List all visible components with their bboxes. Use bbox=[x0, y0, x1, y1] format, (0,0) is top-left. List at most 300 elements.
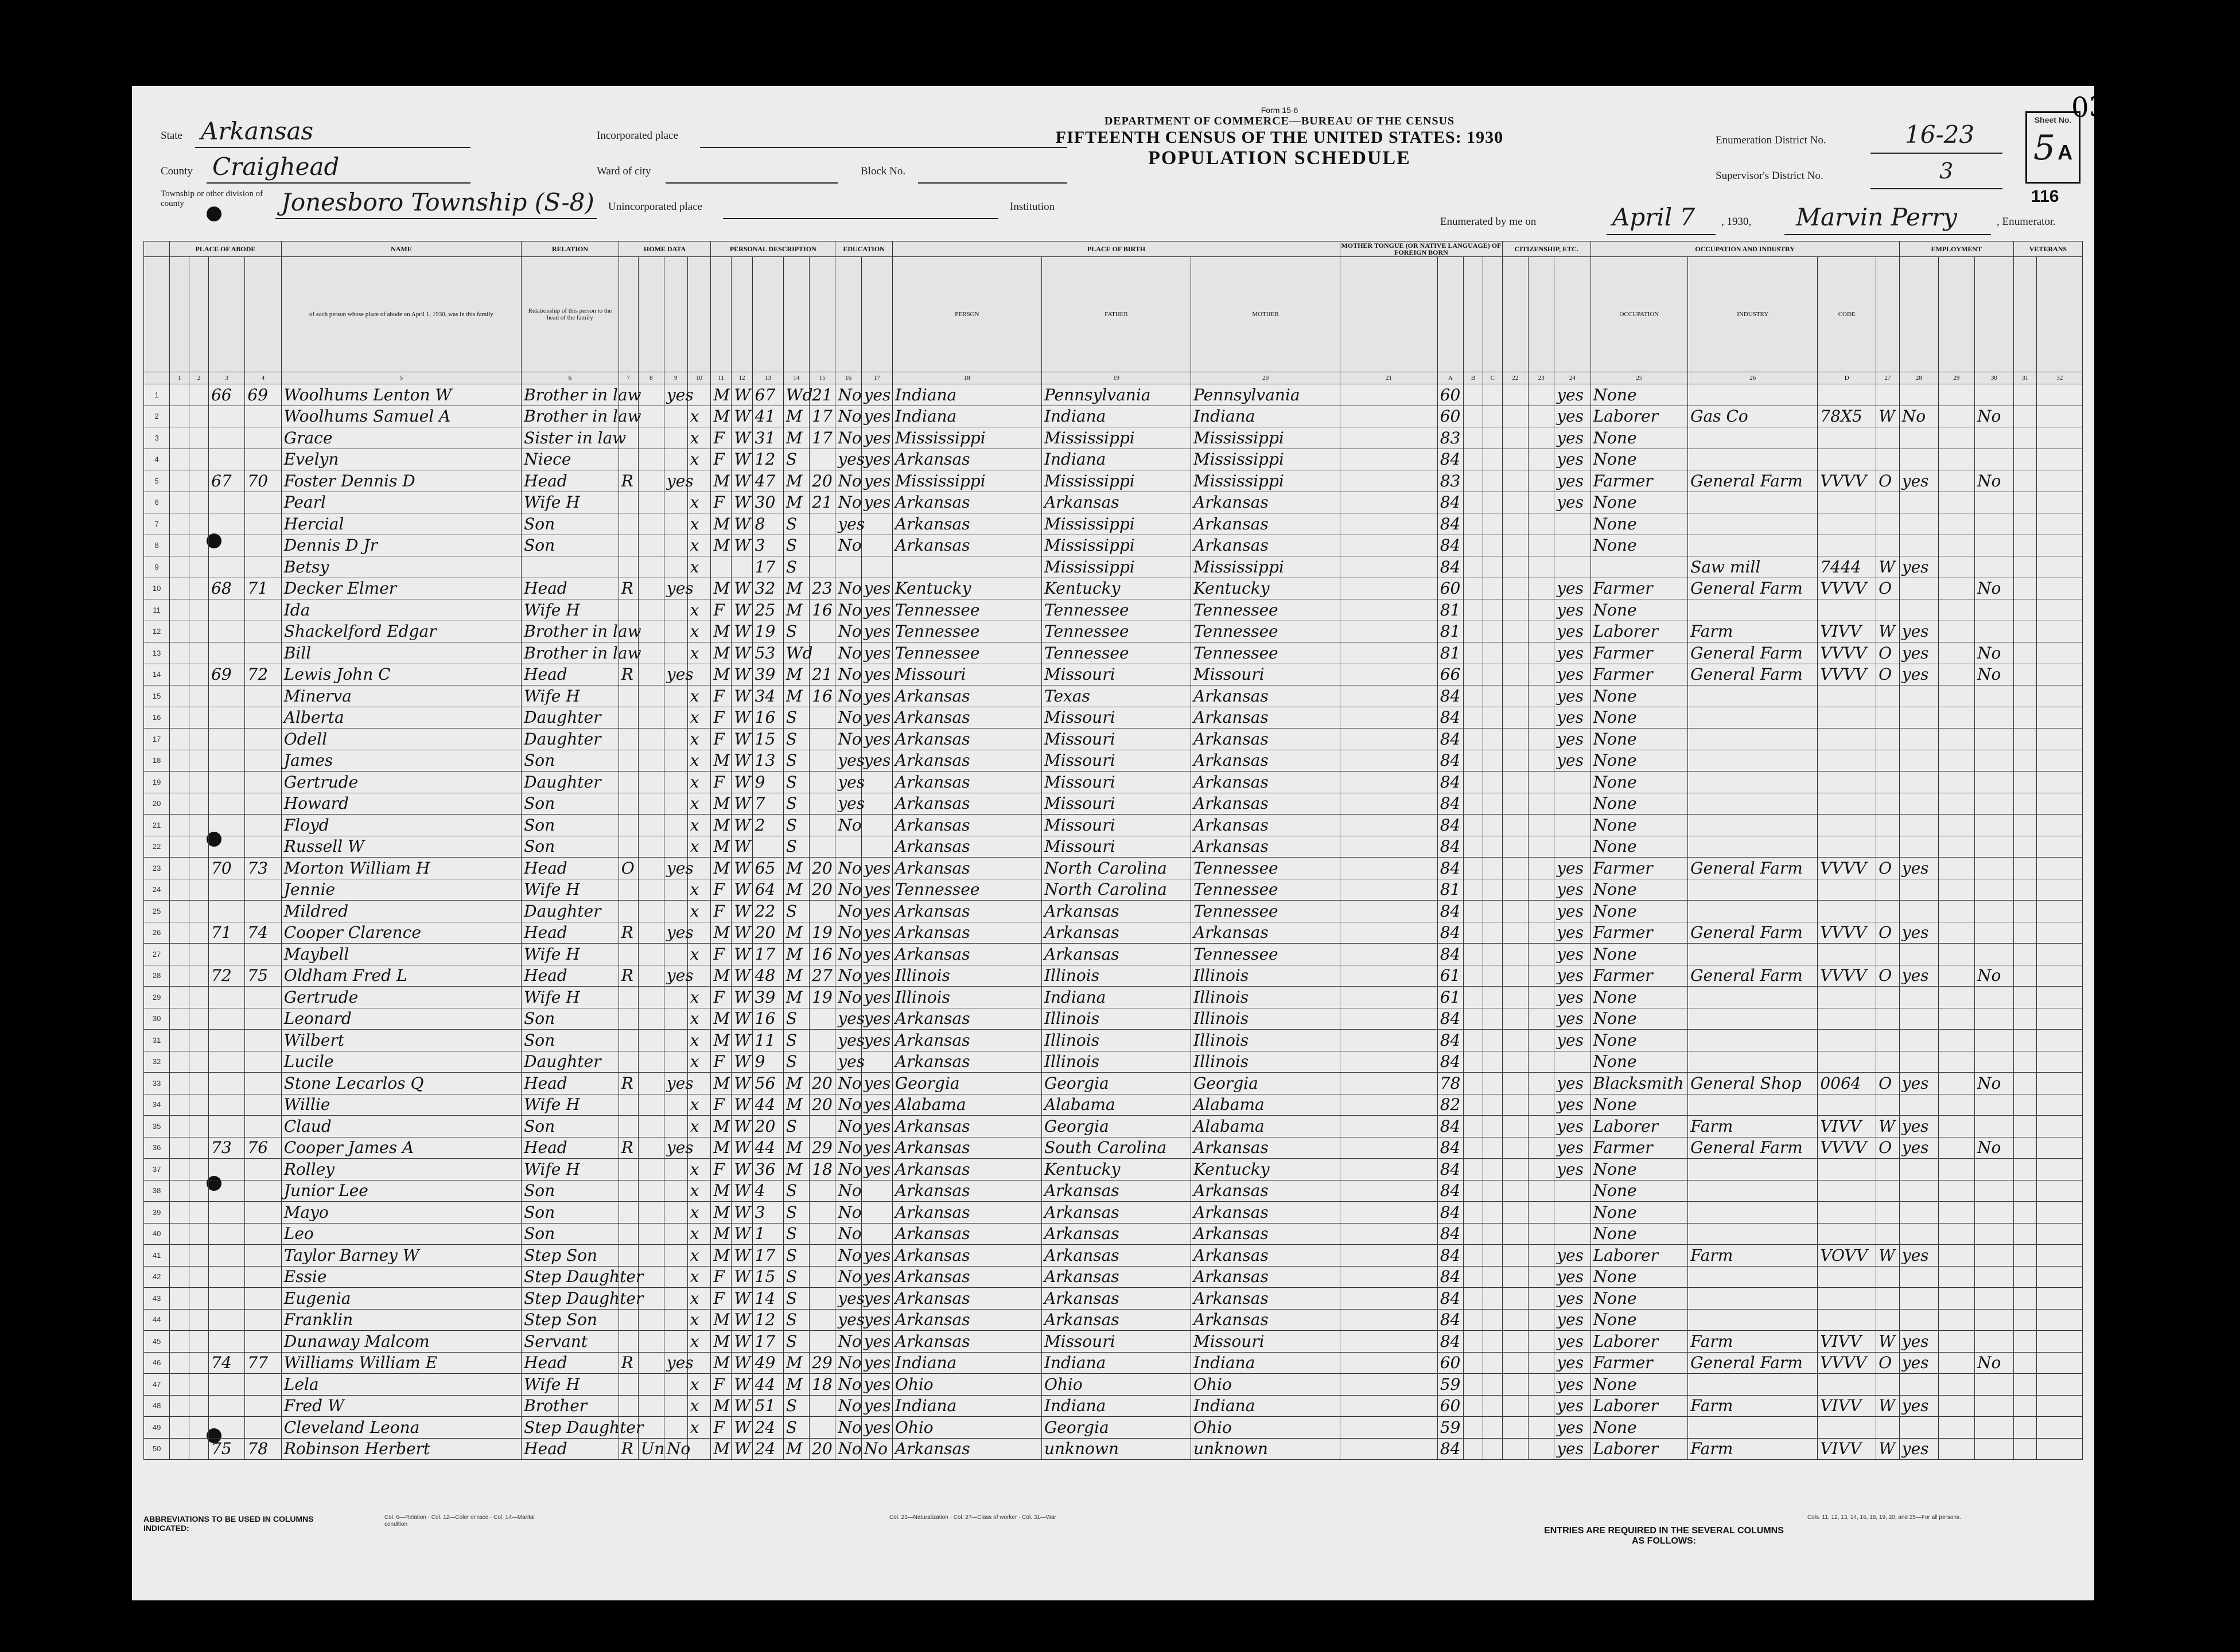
mother-tongue bbox=[1340, 470, 1438, 492]
veteran bbox=[1974, 987, 2013, 1008]
veteran bbox=[1974, 599, 2013, 621]
employed: yes bbox=[1899, 621, 1938, 642]
birthplace-person: Alabama bbox=[892, 1094, 1041, 1116]
birthplace-father: Missouri bbox=[1041, 707, 1191, 728]
birthplace-mother: Ohio bbox=[1191, 1417, 1340, 1439]
age-at-marriage bbox=[810, 1051, 835, 1073]
empty-cell bbox=[2013, 470, 2037, 492]
empty-cell bbox=[1502, 1202, 1528, 1224]
speaks-english: yes bbox=[1554, 1137, 1590, 1159]
empty-cell bbox=[1483, 1116, 1502, 1137]
age: 44 bbox=[752, 1137, 783, 1159]
empty-cell bbox=[2037, 858, 2083, 879]
person-name: Fred W bbox=[281, 1395, 521, 1417]
farm-residence: x bbox=[687, 1245, 711, 1267]
can-read-write: yes bbox=[861, 1094, 892, 1116]
relation: Brother in law bbox=[522, 406, 619, 427]
attended-school: No bbox=[835, 685, 861, 707]
age-at-marriage bbox=[810, 1309, 835, 1331]
age: 39 bbox=[752, 987, 783, 1008]
place-of-abode-header: PLACE OF ABODE bbox=[170, 241, 282, 257]
dwelling-number bbox=[209, 879, 245, 901]
age: 20 bbox=[752, 1116, 783, 1137]
age: 12 bbox=[752, 449, 783, 470]
age-at-marriage bbox=[810, 901, 835, 922]
industry: General Farm bbox=[1688, 1352, 1818, 1374]
empty-cell bbox=[1483, 535, 1502, 556]
empty-cell bbox=[2037, 836, 2083, 858]
relation: Head bbox=[522, 1073, 619, 1094]
occupation-code: VVVV bbox=[1818, 965, 1876, 987]
marital-status: M bbox=[783, 685, 809, 707]
empty-cell bbox=[170, 793, 189, 815]
empty-cell bbox=[1483, 879, 1502, 901]
line-number: 50 bbox=[144, 1438, 170, 1460]
home-owned bbox=[619, 1094, 638, 1116]
birthplace-person: Arkansas bbox=[892, 922, 1041, 944]
relation: Head bbox=[522, 470, 619, 492]
age: 17 bbox=[752, 944, 783, 965]
home-owned bbox=[619, 1331, 638, 1353]
table-row bbox=[144, 1051, 2083, 1073]
person-name: Floyd bbox=[281, 815, 521, 836]
empty-cell bbox=[1463, 1180, 1483, 1202]
veterans-header: VETERANS bbox=[2013, 241, 2082, 257]
empty-cell bbox=[1483, 1352, 1502, 1374]
family-number bbox=[245, 449, 281, 470]
age: 14 bbox=[752, 1288, 783, 1310]
class-of-worker: W bbox=[1876, 621, 1900, 642]
employed: yes bbox=[1899, 642, 1938, 664]
relation: Son bbox=[522, 1030, 619, 1051]
employed bbox=[1899, 901, 1938, 922]
empty-cell bbox=[2037, 1137, 2083, 1159]
birthplace-father: Arkansas bbox=[1041, 1288, 1191, 1310]
empty-cell bbox=[1463, 556, 1483, 578]
age: 4 bbox=[752, 1180, 783, 1202]
employed bbox=[1899, 728, 1938, 750]
occupation: None bbox=[1590, 685, 1688, 707]
line-number: 7 bbox=[144, 513, 170, 535]
employed bbox=[1899, 772, 1938, 793]
sex: F bbox=[711, 1266, 732, 1288]
occupation: Farmer bbox=[1590, 965, 1688, 987]
person-name: Essie bbox=[281, 1266, 521, 1288]
radio-set bbox=[664, 1094, 687, 1116]
age: 3 bbox=[752, 1202, 783, 1224]
empty-cell bbox=[2037, 384, 2083, 406]
birth-code: 78 bbox=[1437, 1073, 1463, 1094]
birthplace-father: Kentucky bbox=[1041, 578, 1191, 599]
empty-cell bbox=[2013, 556, 2037, 578]
person-name: Howard bbox=[281, 793, 521, 815]
radio-set bbox=[664, 1202, 687, 1224]
marital-status: M bbox=[783, 1438, 809, 1460]
birthplace-father: Arkansas bbox=[1041, 1245, 1191, 1267]
attended-school: No bbox=[835, 1116, 861, 1137]
person-name: Mayo bbox=[281, 1202, 521, 1224]
empty-cell bbox=[170, 470, 189, 492]
occupation-header: OCCUPATION bbox=[1590, 257, 1688, 372]
line-number: 6 bbox=[144, 492, 170, 513]
radio-set: yes bbox=[664, 384, 687, 406]
empty-cell bbox=[1529, 470, 1554, 492]
header-left bbox=[149, 115, 1056, 221]
birthplace-person: Arkansas bbox=[892, 492, 1041, 513]
industry: Farm bbox=[1688, 1116, 1818, 1137]
line-number: 19 bbox=[144, 772, 170, 793]
birthplace-father: Illinois bbox=[1041, 1051, 1191, 1073]
industry bbox=[1688, 815, 1818, 836]
empty-cell bbox=[1938, 1309, 1974, 1331]
birth-code: 84 bbox=[1437, 836, 1463, 858]
can-read-write: yes bbox=[861, 1137, 892, 1159]
mother-tongue bbox=[1340, 556, 1438, 578]
empty-cell bbox=[189, 1374, 209, 1396]
line-number: 4 bbox=[144, 449, 170, 470]
attended-school: No bbox=[835, 1073, 861, 1094]
class-of-worker bbox=[1876, 535, 1900, 556]
home-owned bbox=[619, 535, 638, 556]
age: 48 bbox=[752, 965, 783, 987]
home-value bbox=[638, 1331, 664, 1353]
speaks-english: yes bbox=[1554, 987, 1590, 1008]
sex: M bbox=[711, 1008, 732, 1030]
attended-school: No bbox=[835, 406, 861, 427]
family-number bbox=[245, 685, 281, 707]
employed: yes bbox=[1899, 922, 1938, 944]
empty-cell bbox=[170, 1374, 189, 1396]
birthplace-mother: Georgia bbox=[1191, 1073, 1340, 1094]
relation: Brother in law bbox=[522, 621, 619, 642]
dwelling-number bbox=[209, 685, 245, 707]
family-number bbox=[245, 987, 281, 1008]
age-at-marriage bbox=[810, 449, 835, 470]
class-of-worker bbox=[1876, 492, 1900, 513]
empty-cell bbox=[189, 1051, 209, 1073]
occupation-code: VVVV bbox=[1818, 922, 1876, 944]
age: 16 bbox=[752, 1008, 783, 1030]
person-name: Decker Elmer bbox=[281, 578, 521, 599]
speaks-english: yes bbox=[1554, 728, 1590, 750]
department-title: DEPARTMENT OF COMMERCE—BUREAU OF THE CENSUS bbox=[1104, 115, 1455, 127]
empty-cell bbox=[2013, 642, 2037, 664]
home-owned bbox=[619, 1180, 638, 1202]
employed bbox=[1899, 449, 1938, 470]
can-read-write bbox=[861, 1202, 892, 1224]
age-at-marriage: 21 bbox=[810, 384, 835, 406]
speaks-english: yes bbox=[1554, 1331, 1590, 1353]
birthplace-person: Arkansas bbox=[892, 1202, 1041, 1224]
home-owned: R bbox=[619, 470, 638, 492]
empty-cell bbox=[189, 470, 209, 492]
person-name: Jennie bbox=[281, 879, 521, 901]
empty-cell bbox=[1502, 922, 1528, 944]
empty-cell bbox=[1483, 858, 1502, 879]
sex: M bbox=[711, 642, 732, 664]
table-row bbox=[144, 1395, 2083, 1417]
birth-code: 84 bbox=[1437, 492, 1463, 513]
can-read-write: yes bbox=[861, 965, 892, 987]
column-number: 9 bbox=[664, 372, 687, 384]
occupation: None bbox=[1590, 772, 1688, 793]
speaks-english bbox=[1554, 836, 1590, 858]
can-read-write: yes bbox=[861, 1116, 892, 1137]
birthplace-person: Arkansas bbox=[892, 1116, 1041, 1137]
radio-set bbox=[664, 707, 687, 728]
empty-cell bbox=[1483, 578, 1502, 599]
person-name: Leonard bbox=[281, 1008, 521, 1030]
can-read-write: yes bbox=[861, 901, 892, 922]
empty-cell bbox=[2013, 793, 2037, 815]
attended-school bbox=[835, 836, 861, 858]
birth-code: 81 bbox=[1437, 879, 1463, 901]
farm-residence: x bbox=[687, 621, 711, 642]
relation: Step Daughter bbox=[522, 1417, 619, 1439]
industry bbox=[1688, 1288, 1818, 1310]
dwelling-number bbox=[209, 427, 245, 449]
line-number: 3 bbox=[144, 427, 170, 449]
sex: M bbox=[711, 750, 732, 772]
column-number: 25 bbox=[1590, 372, 1688, 384]
birthplace-mother: Tennessee bbox=[1191, 621, 1340, 642]
occupation bbox=[1590, 556, 1688, 578]
veteran bbox=[1974, 449, 2013, 470]
empty-cell bbox=[189, 664, 209, 685]
sex: F bbox=[711, 599, 732, 621]
attended-school: No bbox=[835, 621, 861, 642]
radio-set bbox=[664, 513, 687, 535]
sex: M bbox=[711, 1180, 732, 1202]
mother-tongue bbox=[1340, 1159, 1438, 1180]
birthplace-father: North Carolina bbox=[1041, 858, 1191, 879]
education-header: EDUCATION bbox=[835, 241, 893, 257]
empty-cell bbox=[1502, 728, 1528, 750]
birthplace-mother: Alabama bbox=[1191, 1116, 1340, 1137]
empty-cell bbox=[1938, 1030, 1974, 1051]
empty-cell bbox=[2037, 664, 2083, 685]
occupation: None bbox=[1590, 707, 1688, 728]
speaks-english bbox=[1554, 1051, 1590, 1073]
speaks-english: yes bbox=[1554, 1073, 1590, 1094]
age: 17 bbox=[752, 1331, 783, 1353]
dwelling-number bbox=[209, 1288, 245, 1310]
veteran: No bbox=[1974, 1073, 2013, 1094]
empty-cell bbox=[1529, 1374, 1554, 1396]
birthplace-person: Tennessee bbox=[892, 879, 1041, 901]
mother-tongue bbox=[1340, 815, 1438, 836]
dwelling-number: 69 bbox=[209, 664, 245, 685]
home-value bbox=[638, 384, 664, 406]
farm-residence bbox=[687, 1438, 711, 1460]
empty-cell bbox=[1529, 772, 1554, 793]
birthplace-father: Arkansas bbox=[1041, 901, 1191, 922]
relation: Brother bbox=[522, 1395, 619, 1417]
line-number: 21 bbox=[144, 815, 170, 836]
empty-cell bbox=[1502, 492, 1528, 513]
occupation-code bbox=[1818, 901, 1876, 922]
radio-set bbox=[664, 1395, 687, 1417]
person-name: Gertrude bbox=[281, 987, 521, 1008]
empty-cell bbox=[2037, 1288, 2083, 1310]
table-row bbox=[144, 1223, 2083, 1245]
attended-school: No bbox=[835, 492, 861, 513]
empty-cell bbox=[2037, 621, 2083, 642]
family-number bbox=[245, 836, 281, 858]
dwelling-number bbox=[209, 836, 245, 858]
mother-tongue bbox=[1340, 599, 1438, 621]
speaks-english: yes bbox=[1554, 384, 1590, 406]
occupation-code bbox=[1818, 685, 1876, 707]
can-read-write: yes bbox=[861, 1417, 892, 1439]
home-owned bbox=[619, 1159, 638, 1180]
enum-by-label: Enumerated by me on bbox=[1440, 216, 1537, 228]
attended-school: No bbox=[835, 578, 861, 599]
empty-cell bbox=[1463, 384, 1483, 406]
mother-tongue-header: MOTHER TONGUE (OR NATIVE LANGUAGE) OF FOREIGN BORN bbox=[1341, 241, 1502, 256]
empty-cell bbox=[189, 901, 209, 922]
birth-code: 84 bbox=[1437, 1331, 1463, 1353]
farm-residence: x bbox=[687, 1051, 711, 1073]
sheet-suffix: A bbox=[2058, 141, 2073, 164]
family-number bbox=[245, 1116, 281, 1137]
employed bbox=[1899, 944, 1938, 965]
industry bbox=[1688, 1030, 1818, 1051]
family-number bbox=[245, 901, 281, 922]
radio-set bbox=[664, 1223, 687, 1245]
empty-cell bbox=[1483, 728, 1502, 750]
empty-cell bbox=[170, 836, 189, 858]
empty-cell bbox=[2037, 578, 2083, 599]
empty-cell bbox=[2037, 1202, 2083, 1224]
age: 2 bbox=[752, 815, 783, 836]
empty-cell bbox=[1502, 707, 1528, 728]
industry bbox=[1688, 1223, 1818, 1245]
birth-code: 60 bbox=[1437, 1395, 1463, 1417]
speaks-english: yes bbox=[1554, 427, 1590, 449]
radio-set bbox=[664, 793, 687, 815]
empty-cell bbox=[1463, 1245, 1483, 1267]
veteran bbox=[1974, 685, 2013, 707]
attended-school: No bbox=[835, 1374, 861, 1396]
race: W bbox=[732, 1438, 752, 1460]
attended-school: No bbox=[835, 1395, 861, 1417]
occupation: Laborer bbox=[1590, 1331, 1688, 1353]
empty-cell bbox=[1502, 406, 1528, 427]
birthplace-father: Indiana bbox=[1041, 987, 1191, 1008]
empty-cell bbox=[2013, 1223, 2037, 1245]
empty-cell bbox=[2013, 1417, 2037, 1439]
speaks-english: yes bbox=[1554, 1116, 1590, 1137]
mother-tongue bbox=[1340, 987, 1438, 1008]
family-number bbox=[245, 1309, 281, 1331]
dwelling-number bbox=[209, 621, 245, 642]
empty-cell bbox=[170, 965, 189, 987]
age: 49 bbox=[752, 1352, 783, 1374]
farm-residence: x bbox=[687, 707, 711, 728]
birth-code: 84 bbox=[1437, 922, 1463, 944]
veteran: No bbox=[1974, 470, 2013, 492]
class-of-worker bbox=[1876, 1288, 1900, 1310]
sex: F bbox=[711, 427, 732, 449]
family-number: 77 bbox=[245, 1352, 281, 1374]
race: W bbox=[732, 1417, 752, 1439]
table-row bbox=[144, 1309, 2083, 1331]
radio-set: yes bbox=[664, 858, 687, 879]
veteran bbox=[1974, 707, 2013, 728]
line-number: 41 bbox=[144, 1245, 170, 1267]
empty-cell bbox=[170, 1395, 189, 1417]
birth-code: 84 bbox=[1437, 1223, 1463, 1245]
speaks-english: yes bbox=[1554, 1094, 1590, 1116]
age: 7 bbox=[752, 793, 783, 815]
birthplace-father: Georgia bbox=[1041, 1116, 1191, 1137]
occupation-code bbox=[1818, 772, 1876, 793]
employed bbox=[1899, 879, 1938, 901]
race: W bbox=[732, 492, 752, 513]
farm-residence: x bbox=[687, 901, 711, 922]
radio-set bbox=[664, 1008, 687, 1030]
empty-cell bbox=[170, 1417, 189, 1439]
mother-tongue bbox=[1340, 793, 1438, 815]
sex: M bbox=[711, 858, 732, 879]
age: 17 bbox=[752, 556, 783, 578]
empty-cell bbox=[189, 513, 209, 535]
race: W bbox=[732, 1008, 752, 1030]
empty-cell bbox=[1938, 513, 1974, 535]
empty-cell bbox=[170, 1073, 189, 1094]
empty-cell bbox=[2037, 599, 2083, 621]
dwelling-number bbox=[209, 728, 245, 750]
home-value bbox=[638, 1395, 664, 1417]
column-number: 11 bbox=[711, 372, 732, 384]
family-number bbox=[245, 707, 281, 728]
empty-cell bbox=[2013, 492, 2037, 513]
sex: M bbox=[711, 1137, 732, 1159]
table-row bbox=[144, 449, 2083, 470]
race: W bbox=[732, 772, 752, 793]
veteran bbox=[1974, 1395, 2013, 1417]
radio-set bbox=[664, 728, 687, 750]
employed: yes bbox=[1899, 1073, 1938, 1094]
empty-cell bbox=[170, 535, 189, 556]
empty-cell bbox=[1938, 1137, 1974, 1159]
can-read-write bbox=[861, 815, 892, 836]
line-number: 42 bbox=[144, 1266, 170, 1288]
class-of-worker: O bbox=[1876, 858, 1900, 879]
empty-cell bbox=[1502, 836, 1528, 858]
empty-cell bbox=[2013, 965, 2037, 987]
relation: Wife H bbox=[522, 1159, 619, 1180]
home-value bbox=[638, 879, 664, 901]
family-number bbox=[245, 513, 281, 535]
can-read-write bbox=[861, 836, 892, 858]
person-name: Morton William H bbox=[281, 858, 521, 879]
empty-cell bbox=[170, 815, 189, 836]
speaks-english: yes bbox=[1554, 1008, 1590, 1030]
empty-cell bbox=[1529, 642, 1554, 664]
marital-status: Wd bbox=[783, 384, 809, 406]
occupation: Farmer bbox=[1590, 578, 1688, 599]
empty-cell bbox=[2037, 793, 2083, 815]
family-number bbox=[245, 1395, 281, 1417]
empty-cell bbox=[1529, 427, 1554, 449]
birthplace-person bbox=[892, 556, 1041, 578]
speaks-english: yes bbox=[1554, 707, 1590, 728]
empty-cell bbox=[189, 621, 209, 642]
can-read-write: yes bbox=[861, 1374, 892, 1396]
industry-header: INDUSTRY bbox=[1688, 257, 1818, 372]
